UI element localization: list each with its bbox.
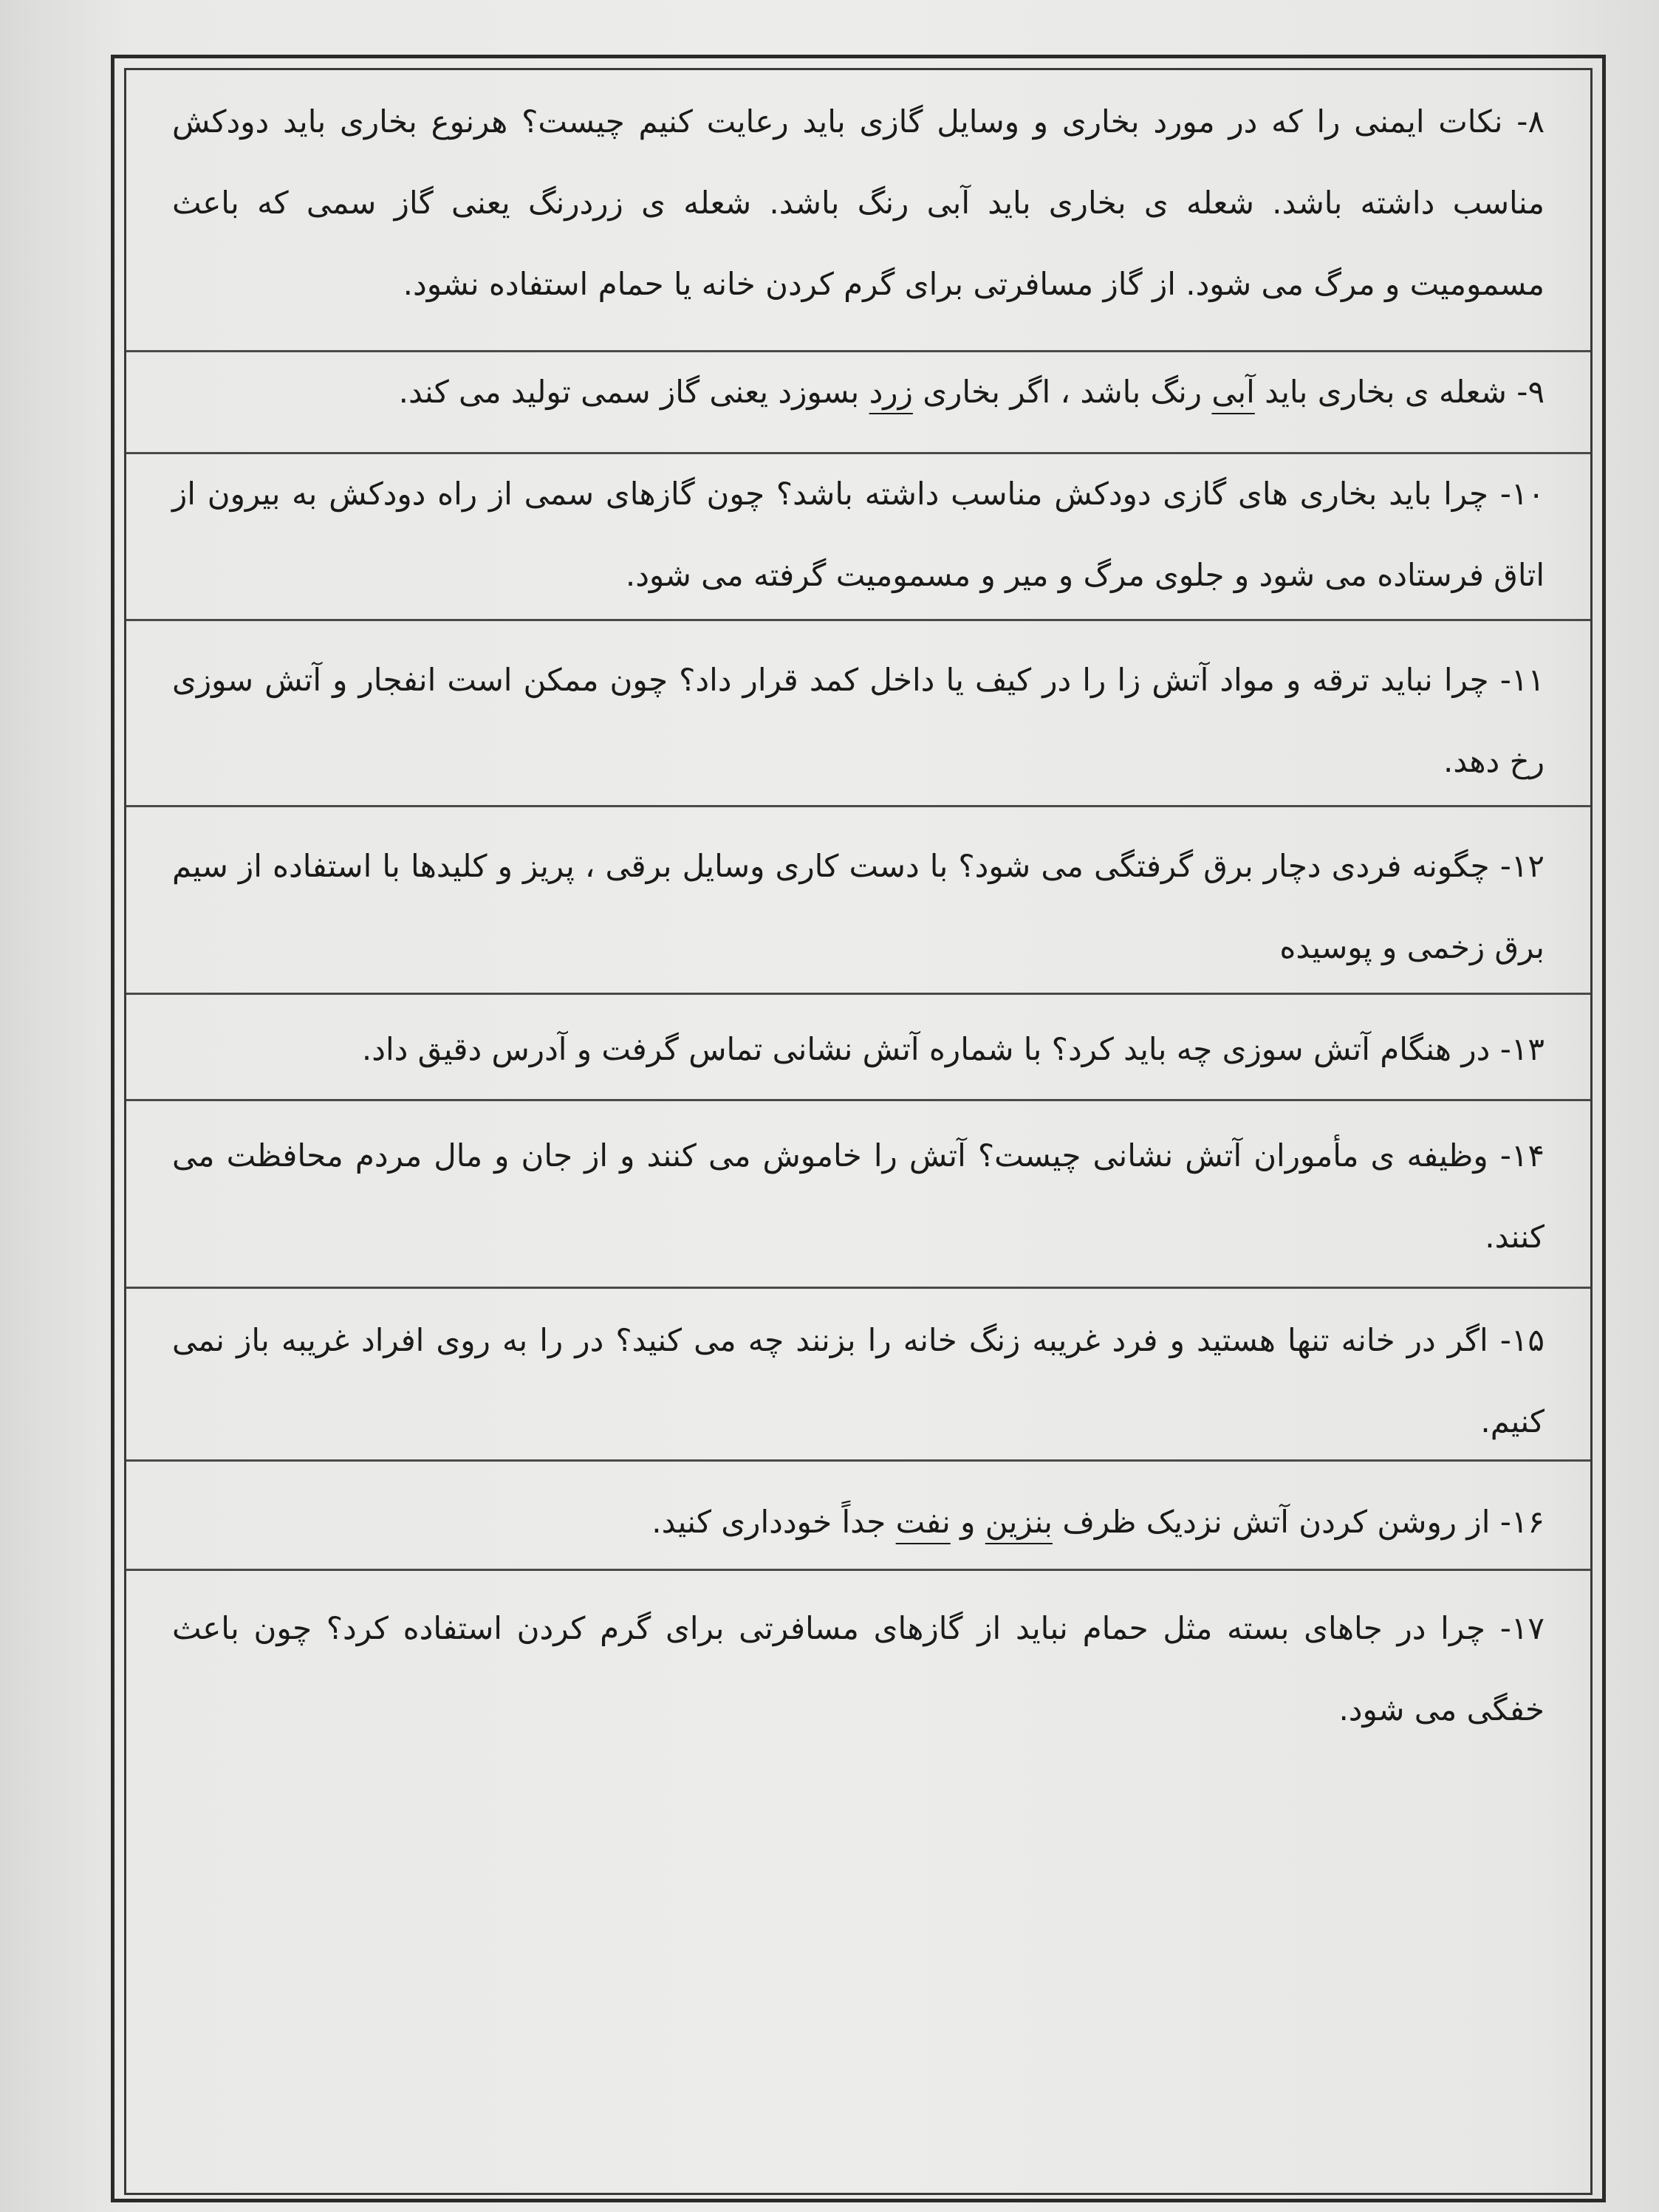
item-9-underlined-yellow: زرد [869,374,913,410]
item-8-text: ۸- نکات ایمنی را که در مورد بخاری و وسایل گازی باید رعایت کنیم چیست؟ هرنوع بخاری باید دودکش مناسب داشته باشد. شعله ی بخاری باید آبی رنگ باشد. شعله ی زردرنگ یعنی گاز سمی که باعث مسمومیت و مرگ می شود. از گاز مسافرتی برای گرم کردن خانه یا حمام استفاده نشود. [172,103,1545,302]
item-16 [126,1482,1590,1563]
item-9-text-2: رنگ باشد ، اگر بخاری [912,374,1212,410]
item-13-text: ۱۳- در هنگام آتش سوزی چه باید کرد؟ با شماره آتش نشانی تماس گرفت و آدرس دقیق داد. [361,1031,1545,1067]
item-14-text: ۱۴- وظیفه ی مأموران آتش نشانی چیست؟ آتش را خاموش می کنند و از جان و مال مردم محافظت می کنند. [172,1137,1545,1255]
item-15 [126,1300,1590,1462]
divider [126,1287,1590,1289]
item-15-text: ۱۵- اگر در خانه تنها هستید و فرد غریبه زنگ خانه را بزنند چه می کنید؟ در را به روی افراد غریبه باز نمی کنیم. [172,1322,1545,1439]
item-12 [126,826,1590,988]
divider [126,1569,1590,1571]
item-9-underlined-blue: آبی [1211,374,1255,410]
item-16-text-1: ۱۶- از روشن کردن آتش نزدیک ظرف [1052,1504,1545,1540]
item-16-text-2: و [950,1504,985,1540]
item-16-underlined-gasoline: بنزین [985,1504,1053,1540]
divider [126,619,1590,621]
divider [126,1099,1590,1101]
divider [126,805,1590,807]
item-10 [126,453,1590,616]
item-16-text-3: جداً خودداری کنید. [651,1504,896,1540]
item-13 [126,1009,1590,1090]
item-10-text: ۱۰- چرا باید بخاری های گازی دودکش مناسب داشته باشد؟ چون گازهای سمی از راه دودکش به بیرون از اتاق فرستاده می شود و جلوی مرگ و میر و مسمومیت گرفته می شود. [172,476,1545,593]
item-16-underlined-oil: نفت [895,1504,951,1540]
item-12-text: ۱۲- چگونه فردی دچار برق گرفتگی می شود؟ با دست کاری وسایل برقی ، پریز و کلیدها با استفاده از سیم برق زخمی و پوسیده [172,848,1545,965]
divider [126,993,1590,995]
item-9-text-1: ۹- شعله ی بخاری باید [1254,374,1545,410]
item-8 [126,81,1590,325]
item-17-text: ۱۷- چرا در جاهای بسته مثل حمام نباید از گازهای مسافرتی برای گرم کردن استفاده کرد؟ چون باعث خفگی می شود. [172,1610,1545,1728]
item-11 [126,640,1590,802]
item-14 [126,1115,1590,1278]
divider [126,1459,1590,1462]
item-9 [126,352,1590,433]
item-9-text-3: بسوزد یعنی گاز سمی تولید می کند. [398,374,869,410]
item-11-text: ۱۱- چرا نباید ترقه و مواد آتش زا را در کیف یا داخل کمد قرار داد؟ چون ممکن است انفجار و آتش سوزی رخ دهد. [172,662,1545,779]
item-17 [126,1588,1590,1750]
